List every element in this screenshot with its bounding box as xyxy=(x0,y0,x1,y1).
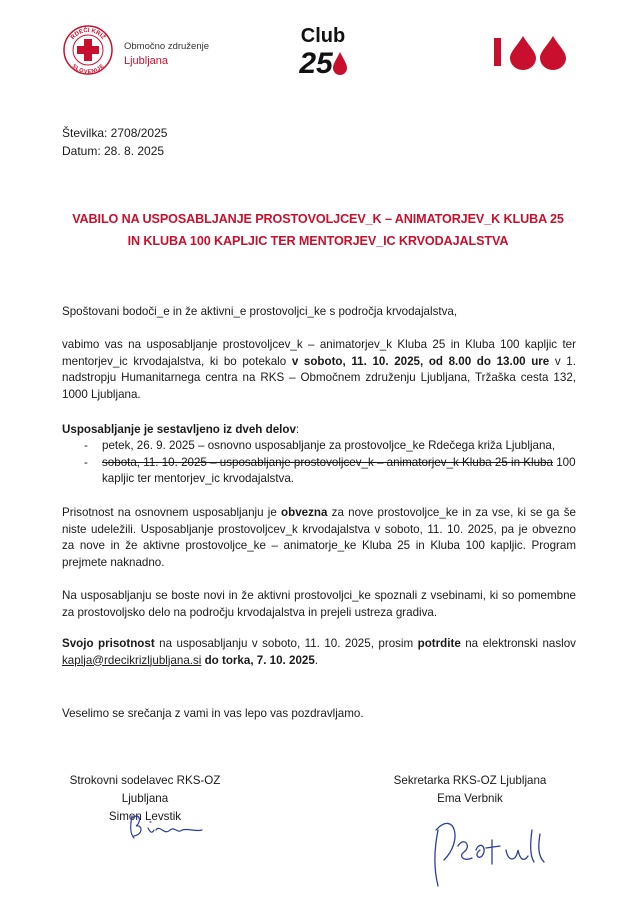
document-date: Datum: 28. 8. 2025 xyxy=(62,144,165,158)
document-meta xyxy=(62,124,167,160)
title-line-1: VABILO NA USPOSABLJANJE PROSTOVOLJCEV_K – ANIMATORJEV_K KLUBA 25 xyxy=(72,212,564,226)
parts-heading-colon: : xyxy=(295,423,300,436)
organization-name xyxy=(124,39,209,69)
club-logo-number: 25 xyxy=(299,47,333,78)
p4-text-b: na elektronski naslov xyxy=(460,637,576,650)
list-dash: - xyxy=(84,455,88,469)
title-line-2: IN KLUBA 100 KAPLJIC TER MENTORJEV_IC KRVODAJALSTVA xyxy=(127,234,509,248)
greeting xyxy=(62,304,576,321)
document-title xyxy=(40,208,596,252)
signatory-role-left: Strokovni sodelavec RKS-OZ Ljubljana xyxy=(69,774,221,805)
handwritten-signature-left xyxy=(126,808,222,846)
p4-bold-1: Svojo prisotnost xyxy=(62,637,155,650)
club-logo-text: Club xyxy=(300,25,346,47)
p4-deadline-bold: do torka, 7. 10. 2025 xyxy=(204,653,315,667)
p1-text-b: v 1. nadstropju Humanitarnega centra na RKS – Območnem združenju Ljubljana, Tržaška cesta 132, 1000 Ljubljana. xyxy=(62,354,576,401)
p4-text-d: . xyxy=(314,653,319,667)
paragraph-attendance xyxy=(62,505,576,571)
club-100-logo xyxy=(490,34,570,70)
closing-text: Veselimo se srečanja z vami in vas lepo vas pozdravljamo. xyxy=(62,707,364,720)
p2-text-a: Prisotnost na osnovnem usposabljanju je xyxy=(62,506,282,519)
list-item xyxy=(84,455,576,488)
list-item xyxy=(84,438,576,455)
signatory-role-right: Sekretarka RKS-OZ Ljubljana xyxy=(393,774,547,787)
org-line-1: Območno združenje xyxy=(124,41,210,52)
paragraph-invitation xyxy=(62,337,576,403)
paragraph-confirm xyxy=(62,636,576,669)
handwritten-signature-right xyxy=(424,800,554,890)
signatory-name-right: Ema Verbnik xyxy=(437,792,503,805)
list-dash: - xyxy=(84,439,88,452)
p1-text-a: vabimo vas na usposabljanje prostovoljcev_k – animatorjev_k Kluba 25 in Kluba 100 kapljic ter mentorjev_ic krvodajalstva, ki bo potekalo xyxy=(62,338,576,368)
part-2-text-rest: 100 kapljic ter mentorjev_ic krvodajalstva. xyxy=(102,455,576,485)
paragraph-closing xyxy=(62,706,576,723)
paragraph-content xyxy=(62,588,576,621)
red-cross-slovenia-logo xyxy=(62,24,114,76)
p4-bold-2: potrdite xyxy=(417,637,461,650)
greeting-text: Spoštovani bodoči_e in že aktivni_e prostovoljci_ke s področja krvodajalstva, xyxy=(62,305,458,318)
p3-text: Na usposabljanju se boste novi in že aktivni prostovoljci_ke spoznali z vsebinami, ki so pomembne za prostovoljsko delo na področju krvodajalstva in prejeli ustreza gradiva. xyxy=(62,589,576,619)
part-1-text: petek, 26. 9. 2025 – osnovno usposabljanje za prostovoljce_ke Rdečega križa Ljubljana, xyxy=(102,439,556,452)
email-link[interactable]: kaplja@rdecikrizljubljana.si xyxy=(62,653,202,667)
parts-heading-text: Usposabljanje je sestavljeno iz dveh delov xyxy=(62,423,296,436)
p1-date-bold: v soboto, 11. 10. 2025, od 8.00 do 13.00 ure xyxy=(291,354,550,368)
p2-bold: obvezna xyxy=(281,506,328,519)
signatory-name-left: Simon Levstik xyxy=(108,810,182,823)
parts-heading xyxy=(62,422,576,439)
document-number: Številka: 2708/2025 xyxy=(62,126,168,140)
p2-text-b: za nove prostovoljce_ke in za vse, ki se ga še niste udeležili. Usposabljanje prostovoljcev_k krvodajalstva v soboto, 11. 10. 2025, pa je obvezno za nove in že aktivne prostovoljce_ke – animatorje_ke Kluba 25 in Kluba 100 kapljic. Program prejmete naknadno. xyxy=(62,506,576,569)
part-2-text-struck: sobota, 11. 10. 2025 – usposabljanje prostovoljcev_k – animatorjev_k Kluba 25 in Kluba xyxy=(102,455,553,469)
p4-text-a: na usposabljanju v soboto, 11. 10. 2025, prosim xyxy=(154,637,418,650)
parts-list xyxy=(84,438,576,488)
club-25-logo xyxy=(288,20,358,78)
org-line-2: Ljubljana xyxy=(124,55,169,67)
logo-rk-bottom-text: SLOVENIJE xyxy=(70,63,106,76)
logo-rk-top-text: RDEČI KRIŽ xyxy=(70,27,106,41)
